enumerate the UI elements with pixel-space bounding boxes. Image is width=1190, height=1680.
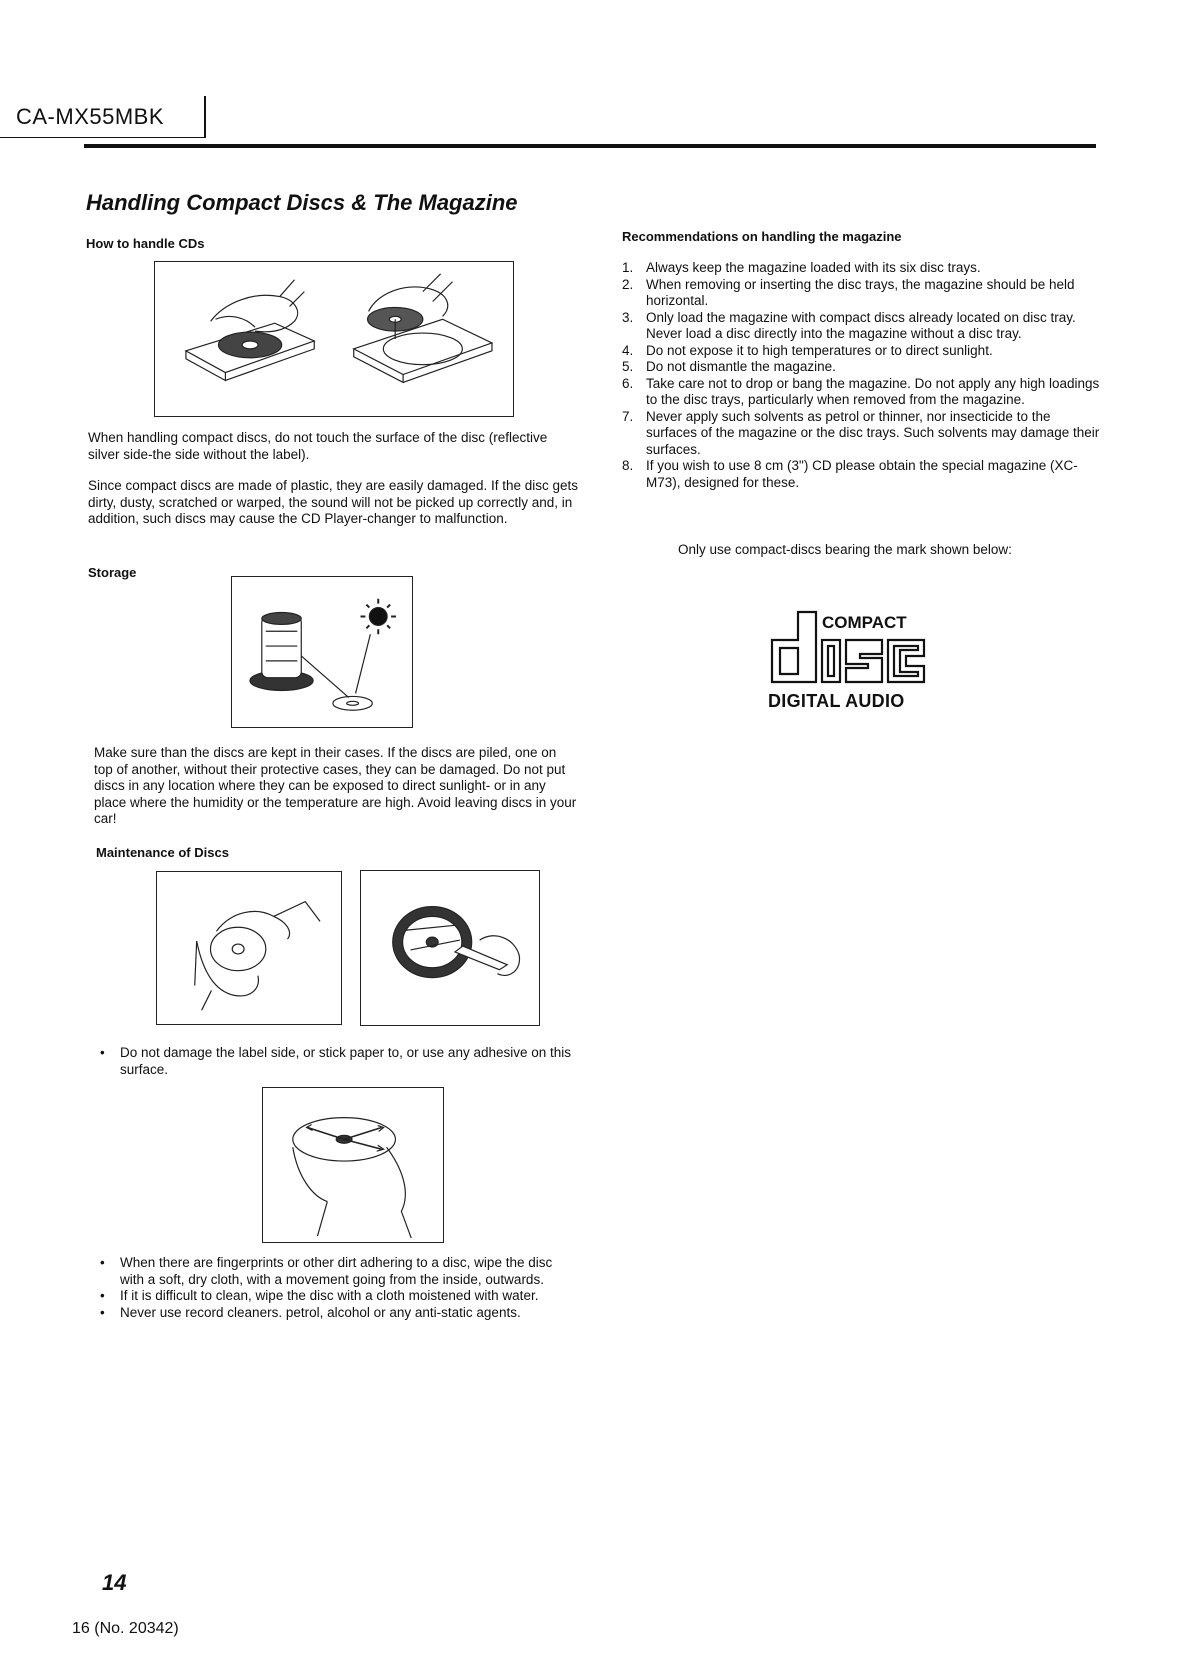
handling-paragraph-1: When handling compact discs, do not touch the surface of the disc (reflective silver side-the side without the label).: [88, 430, 548, 462]
recommendations-list: [622, 260, 1100, 491]
label-side-bullet-list: [96, 1045, 578, 1078]
compact-disc-mark-note: Only use compact-discs bearing the mark shown below:: [678, 542, 1012, 557]
list-item: • Never use record cleaners. petrol, alcohol or any anti-static agents.: [100, 1304, 521, 1320]
pen-on-disc-icon: [361, 871, 539, 1025]
list-item: 5. Do not dismantle the magazine.: [622, 359, 836, 374]
header-divider-horizontal: [0, 137, 205, 138]
how-to-handle-heading: How to handle CDs: [86, 236, 205, 251]
logo-digital-audio-text: DIGITAL AUDIO: [768, 691, 905, 711]
bullet-icon: •: [100, 1255, 105, 1270]
disc-logo-icon: [770, 608, 930, 686]
header-rule: [84, 144, 1096, 148]
page-title: Handling Compact Discs & The Magazine: [86, 190, 518, 215]
list-item: 6. Take care not to drop or bang the magazine. Do not apply any high loadings to the disc trays, particularly when removed from the magazine.: [622, 375, 1100, 407]
list-item: 7. Never apply such solvents as petrol or thinner, nor insecticide to the surfaces of the magazine or the disc trays. Such solvents may damage their surfaces.: [622, 408, 1100, 457]
storage-illustration: [231, 576, 413, 728]
bullet-icon: •: [100, 1288, 105, 1303]
header-divider-vertical: [204, 96, 206, 138]
document-number: 16 (No. 20342): [72, 1620, 179, 1637]
logo-compact-text: COMPACT: [822, 613, 907, 632]
storage-paragraph: Make sure than the discs are kept in their cases. If the discs are piled, one on top of another, without their protective cases, they can be damaged. Do not put discs in any location where they can be exposed to direct sunlight- or in any place where the humidity or the temperature are high. Avoid leaving discs in your car!: [94, 745, 577, 826]
list-item: 2. When removing or inserting the disc trays, the magazine should be held horizontal.: [622, 276, 1075, 308]
list-item: • Do not damage the label side, or stick paper to, or use any adhesive on this surface.: [100, 1045, 572, 1077]
heater-sun-disc-icon: [232, 577, 412, 727]
list-item: 4. Do not expose it to high temperatures or to direct sunlight.: [622, 342, 993, 358]
wipe-disc-illustration: [156, 871, 342, 1025]
handling-paragraph-2: Since compact discs are made of plastic, they are easily damaged. If the disc gets dirty, dusty, scratched or warped, the sound will not be picked up correctly and, in addition, such discs may cause the CD Player-changer to malfunction.: [88, 478, 578, 526]
list-item: 3. Only load the magazine with compact discs already located on disc tray. Never load a disc directly into the magazine without a disc tray.: [622, 309, 1076, 341]
list-item: 1. Always keep the magazine loaded with its six disc trays.: [622, 260, 981, 275]
list-item: • If it is difficult to clean, wipe the disc with a cloth moistened with water.: [100, 1288, 539, 1303]
bullet-icon: •: [100, 1304, 105, 1320]
recommendations-heading: Recommendations on handling the magazine: [622, 229, 902, 244]
model-number: CA-MX55MBK: [16, 104, 165, 129]
list-item: 8. If you wish to use 8 cm (3") CD please obtain the special magazine (XC-M73), designed for these.: [622, 458, 1078, 490]
hand-holding-cd-icon: [155, 262, 513, 416]
wipe-direction-illustration: [262, 1087, 444, 1243]
bullet-icon: •: [100, 1045, 105, 1060]
label-side-illustration: [360, 870, 540, 1026]
hands-wiping-disc-icon: [263, 1088, 443, 1242]
storage-heading: Storage: [88, 565, 137, 580]
compact-disc-logo: [770, 608, 930, 718]
page-number: 14: [102, 1570, 127, 1595]
maintenance-heading: Maintenance of Discs: [96, 845, 229, 860]
cleaning-bullet-list: [96, 1255, 578, 1321]
list-item: • When there are fingerprints or other dirt adhering to a disc, wipe the disc with a soft, dry cloth, with a movement going from the inside, outwards.: [100, 1255, 553, 1287]
handling-cd-illustration: [154, 261, 514, 417]
hands-holding-disc-icon: [157, 872, 341, 1024]
